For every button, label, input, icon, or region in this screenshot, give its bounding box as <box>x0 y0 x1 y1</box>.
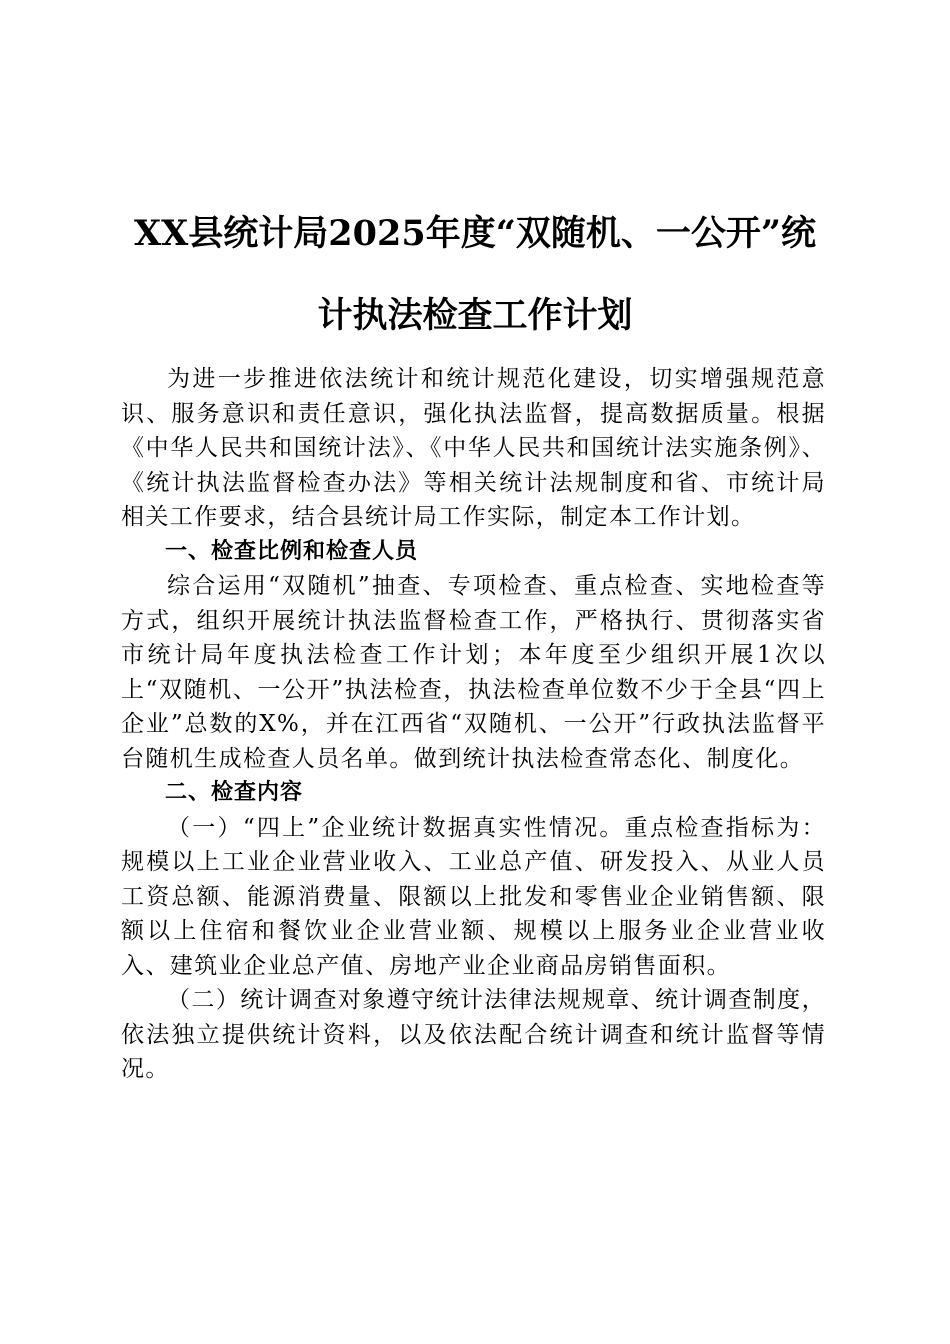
document-title: XX县统计局2025年度“双随机、一公开”统计执法检查工作计划 <box>134 213 816 337</box>
content-item-1: （一）“四上”企业统计数据真实性情况。重点检查指标为：规模以上工业企业营业收入、工业总产值、研发投入、从业人员工资总额、能源消费量、限额以上批发和零售业企业销售额、限额以上住宿和餐饮业企业营业额、规模以上服务业企业营业收入、建筑业企业总产值、房地产业企业商品房销售面积。 <box>121 814 826 979</box>
content-item-2: （二）统计调查对象遵守统计法律法规规章、统计调查制度，依法独立提供统计资料，以及依法配合统计调查和统计监督等情况。 <box>121 987 826 1082</box>
intro-paragraph: 为进一步推进依法统计和统计规范化建设，切实增强规范意识、服务意识和责任意识，强化执法监督，提高数据质量。根据《中华人民共和国统计法》、《中华人民共和国统计法实施条例》、《统计执法监督检查办法》等相关统计法规制度和省、市统计局相关工作要求，结合县统计局工作实际，制定本工作计划。 <box>121 366 826 530</box>
document-body <box>121 362 826 1087</box>
section-heading-inspection-content: 二、检查内容 <box>165 780 304 805</box>
section-heading-inspection-ratio: 一、检查比例和检查人员 <box>165 538 419 564</box>
section-paragraph-inspection-ratio: 综合运用“双随机”抽查、专项检查、重点检查、实地检查等方式，组织开展统计执法监督检查工作，严格执行、贯彻落实省市统计局年度执法检查工作计划；本年度至少组织开展1次以上“双随机、一公开”执法检查，执法检查单位数不少于全县“四上企业”总数的X%，并在江西省“双随机、一公开”行政执法监督平台随机生成检查人员名单。做到统计执法检查常态化、制度化。 <box>121 573 826 772</box>
